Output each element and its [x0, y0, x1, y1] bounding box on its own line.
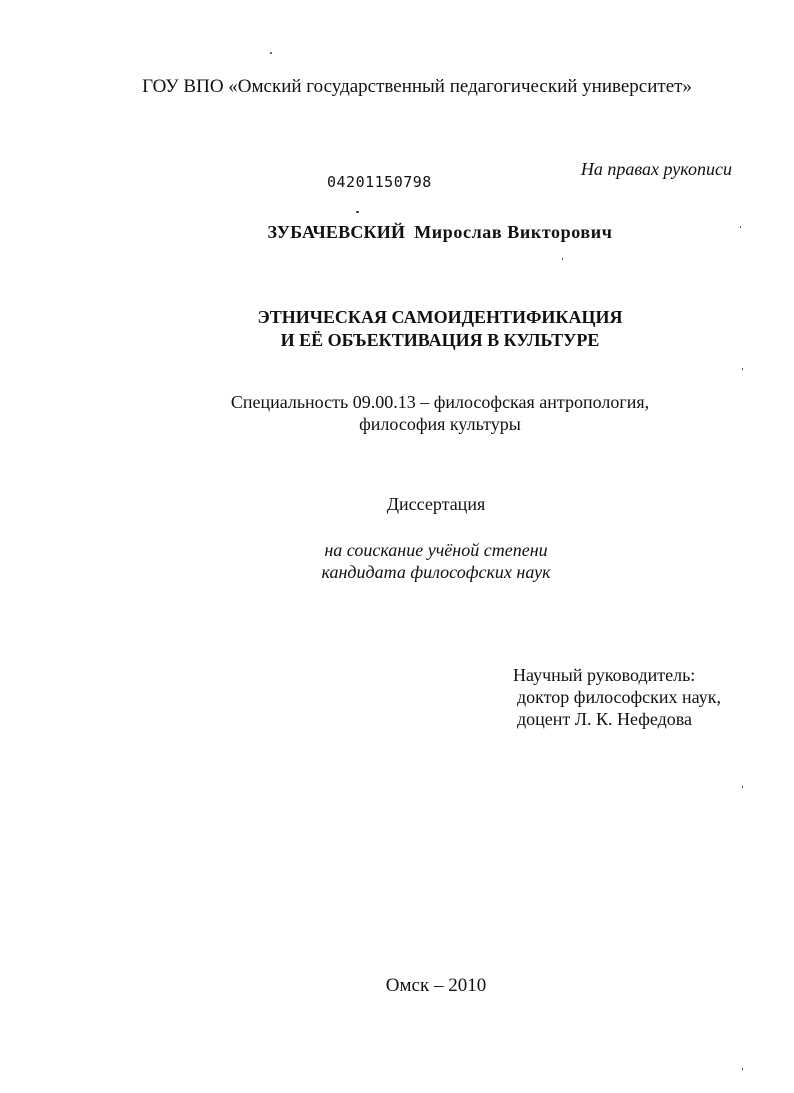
author-name — [0, 222, 794, 243]
degree-sought — [0, 539, 794, 583]
scan-speck — [270, 52, 272, 54]
catalog-number: 04201150798 — [327, 173, 432, 191]
scan-speck — [742, 368, 743, 370]
advisor-name: доцент Л. К. Нефедова — [517, 709, 693, 729]
place-and-year: Омск – 2010 — [385, 975, 487, 996]
dissertation-title — [0, 306, 794, 352]
document-type: Диссертация — [386, 494, 486, 514]
degree-line: на соискание учёной степени — [324, 540, 548, 560]
scan-speck — [562, 258, 563, 260]
advisor-degree: доктор философских наук, — [517, 687, 721, 707]
title-line: И ЕЁ ОБЪЕКТИВАЦИЯ В КУЛЬТУРЕ — [280, 330, 600, 350]
scientific-advisor — [513, 664, 721, 730]
scan-speck — [356, 211, 359, 213]
author-given-names: Мирослав Викторович — [414, 222, 613, 242]
advisor-label: Научный руководитель: — [513, 665, 696, 685]
specialty-line: философия культуры — [359, 414, 521, 434]
title-line: ЭТНИЧЕСКАЯ САМОИДЕНТИФИКАЦИЯ — [257, 307, 623, 327]
scan-speck — [742, 786, 743, 788]
specialty-line: Специальность 09.00.13 – философская антропология, — [230, 392, 650, 412]
scan-speck — [742, 1068, 743, 1070]
author-surname: ЗУБАЧЕВСКИЙ — [267, 222, 406, 242]
manuscript-rights-note: На правах рукописи — [580, 159, 732, 179]
degree-line: кандидата философских наук — [321, 562, 551, 582]
specialty — [0, 391, 794, 435]
institution-name: ГОУ ВПО «Омский государственный педагогический университет» — [142, 76, 692, 97]
